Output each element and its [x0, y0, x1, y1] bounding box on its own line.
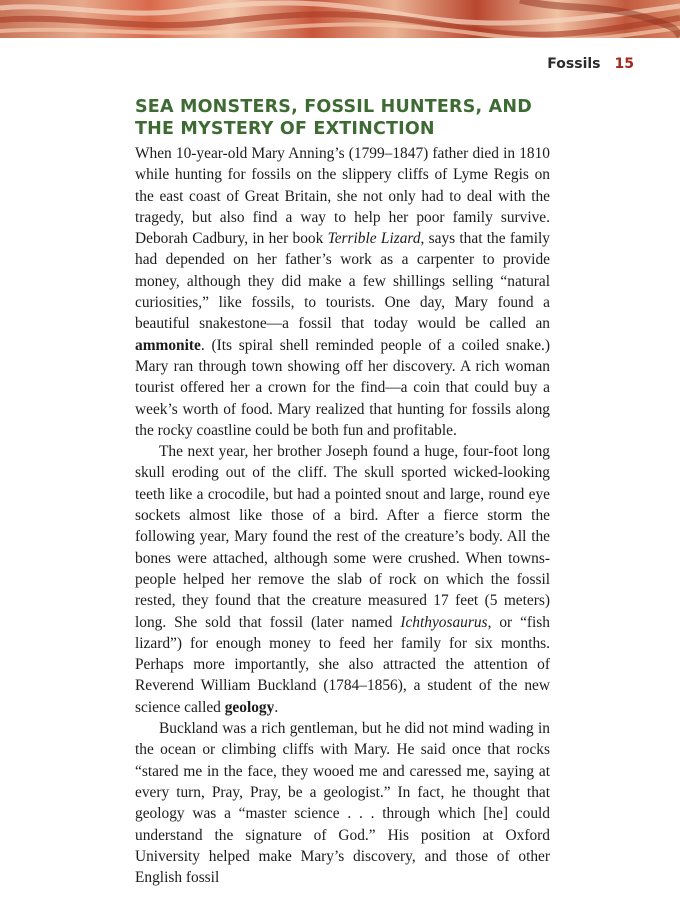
section-title: Fossils [547, 56, 601, 72]
book-title: Terrible Lizard [327, 230, 421, 248]
glossary-term-geology: geology [224, 698, 275, 716]
text-run: . [274, 698, 279, 716]
article-body [135, 96, 550, 888]
title-line: THE MYSTERY OF EXTINCTION [135, 119, 435, 139]
running-header [547, 56, 634, 72]
species-name: Ichthyosaurus [400, 613, 488, 631]
glossary-term-ammonite: ammonite [135, 336, 201, 354]
rock-strata-graphic [0, 0, 680, 38]
header-rock-image [0, 0, 680, 38]
text-run: , says that the family had depended on her father’s work as a carpenter to provide money, although they did make a few shillings selling “natural curiosities,” like fossils, to tourists. One day, Mary found a beautiful snakestone—a fossil that today would be called an [135, 230, 550, 333]
text-run: , or “fish lizard”) for enough money to feed her family for six months. Perhaps more importantly, she also attracted the attention of Reverend William Buckland (1784–1856), a student of the new science called [135, 613, 550, 716]
article-title [135, 96, 550, 140]
paragraph-2 [135, 441, 550, 718]
paragraph-3 [135, 718, 550, 888]
page-number: 15 [614, 56, 634, 72]
text-run: Buckland was a rich gentleman, but he did not mind wading in the ocean or climbing cliffs with Mary. He said once that rocks “stared me in the face, they wooed me and caressed me, saying at every turn, Pray, Pray, be a geologist.” In fact, he thought that geology was a “master science . . . through which [he] could understand the signature of God.” His position at Oxford University helped make Mary’s discovery, and those of other English fossil [135, 720, 550, 887]
text-run: When 10-year-old Mary Anning’s (1799–1847) father died in 1810 while hunting for fossils on the slippery cliffs of Lyme Regis on the east coast of Great Britain, she not only had to deal with the tragedy, but also find a way to help her poor family survive. Deborah Cadbury, in her book [135, 145, 550, 248]
text-run: The next year, her brother Joseph found a huge, four-foot long skull eroding out of the cliff. The skull sported wicked-looking teeth like a crocodile, but had a pointed snout and large, round eye sockets almost like those of a bird. After a fierce storm the following year, Mary found the rest of the creature’s body. All the bones were attached, although some were crushed. When townspeople helped her remove the slab of rock on which the fossil rested, they found that the creature measured 17 feet (5 meters) long. She sold that fossil (later named [135, 443, 550, 631]
text-run: . (Its spiral shell reminded people of a coiled snake.) Mary ran through town showing off her discovery. A rich woman tourist offered her a crown for the find—a coin that could buy a week’s worth of food. Mary realized that hunting for fossils along the rocky coastline could be both fun and profitable. [135, 336, 550, 439]
paragraph-1 [135, 143, 550, 441]
title-line: SEA MONSTERS, FOSSIL HUNTERS, AND [135, 97, 532, 117]
